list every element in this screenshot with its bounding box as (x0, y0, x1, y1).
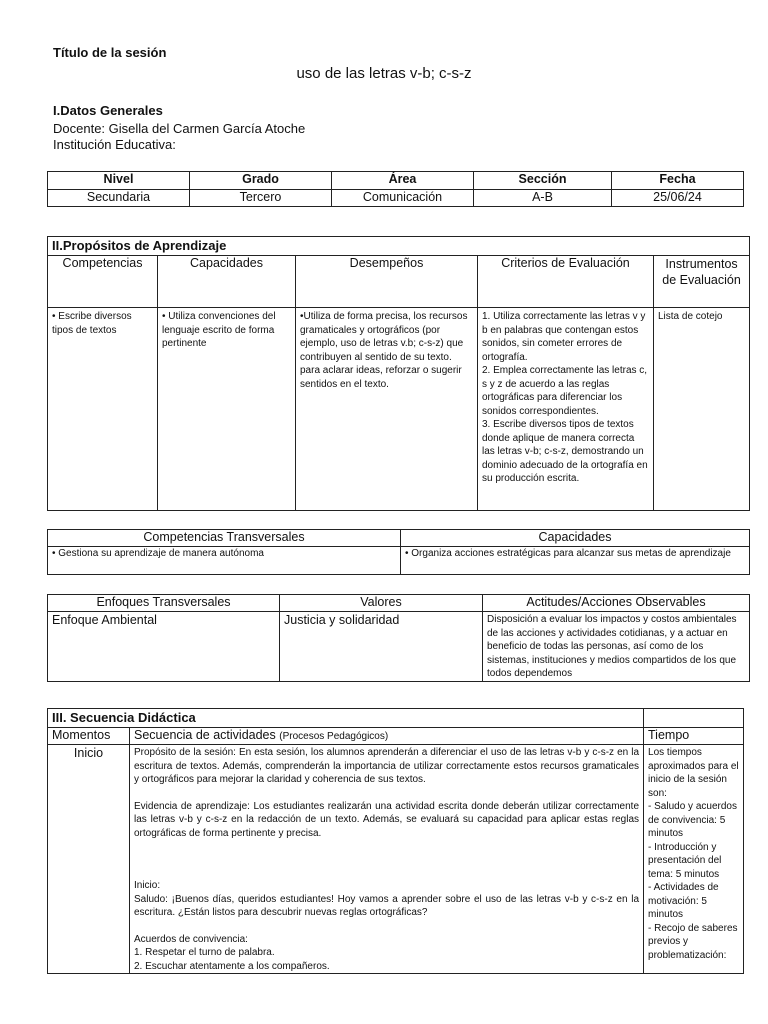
session-purpose: Propósito de la sesión: En esta sesión, los alumnos aprenderán a diferenciar el uso de las letras v-b y c-s-z en la escritura de textos. Además, comprenderán la importancia de utilizar correctamente estos recursos gramaticales y ortográficos para mejorar la claridad y coherencia de sus textos. (134, 747, 640, 785)
purposes-header-desempenos: Desempeños (296, 256, 478, 308)
transversal-header-competencias: Competencias Transversales (48, 530, 401, 547)
info-value-seccion: A-B (474, 190, 612, 207)
teacher-line: Docente: Gisella del Carmen García Atoche (53, 121, 306, 136)
session-title: uso de las letras v-b; c-s-z (296, 65, 472, 82)
info-value-area: Comunicación (332, 190, 474, 207)
activities-header-label: Secuencia de actividades (134, 728, 276, 742)
agreement-item: 2. Escuchar atentamente a los compañeros. (134, 960, 330, 972)
activities-header-note: (Procesos Pedagógicos) (279, 731, 389, 742)
transversal-competence: • Gestiona su aprendizaje de manera autónoma (48, 547, 401, 575)
time-line: - Recojo de saberes previos y problematización: (648, 922, 738, 961)
purposes-header-competencias: Competencias (48, 256, 158, 308)
info-header-seccion: Sección (474, 172, 612, 190)
approaches-table (47, 594, 750, 682)
info-header-grado: Grado (190, 172, 332, 190)
start-label: Inicio: (134, 880, 161, 891)
purposes-criteria (478, 308, 654, 511)
purposes-competence: • Escribe diversos tipos de textos (48, 308, 158, 511)
agreements-label: Acuerdos de convivencia: (134, 933, 248, 945)
time-line: - Saludo y acuerdos de convivencia: 5 minutos (648, 801, 737, 839)
purposes-table (47, 236, 750, 511)
time-line: - Introducción y presentación del tema: 5 minutos (648, 841, 722, 880)
info-value-nivel: Secundaria (48, 190, 190, 207)
sequence-heading: III. Secuencia Didáctica (48, 709, 644, 728)
time-line: - Actividades de motivación: 5 minutos (648, 882, 719, 920)
criteria-item: 1. Utiliza correctamente las letras v y b en palabras que contengan estos sonidos, sin cometer errores de ortografía. (482, 311, 646, 363)
transversal-capacity: • Organiza acciones estratégicas para alcanzar sus metas de aprendizaje (401, 547, 750, 575)
moment-cell: Inicio (48, 745, 130, 974)
criteria-item: 3. Escribe diversos tipos de textos donde aplique de manera correcta las letras v-b; c-s-z, demostrando un dominio adecuado de la ortografía en su producción escrita. (482, 419, 648, 484)
criteria-item: 2. Emplea correctamente las letras c, s y z de acuerdo a las reglas ortográficas para diferenciar los sonidos correspondientes. (482, 365, 648, 417)
time-line: Los tiempos aproximados para el inicio de la sesión son: (648, 747, 739, 799)
sequence-header-tiempo: Tiempo (644, 728, 744, 745)
purposes-instrument: Lista de cotejo (654, 308, 750, 511)
approaches-header-actitudes: Actitudes/Acciones Observables (483, 595, 750, 612)
info-value-grado: Tercero (190, 190, 332, 207)
attitudes-text: Disposición a evaluar los impactos y costos ambientales de las acciones y actividades cotidianas, y a actuar en beneficio de todas las personas, así como de los sistemas, instituciones y medios compartidos de los que todos dependemos (483, 612, 750, 682)
transversal-header-capacidades: Capacidades (401, 530, 750, 547)
agreement-item: 1. Respetar el turno de palabra. (134, 947, 275, 958)
purposes-header-criterios: Criterios de Evaluación (478, 256, 654, 308)
sequence-header-actividades (130, 728, 644, 745)
transversal-table (47, 529, 750, 575)
purposes-header-capacidades: Capacidades (158, 256, 296, 308)
value-text: Justicia y solidaridad (280, 612, 483, 682)
info-table (47, 171, 744, 207)
sequence-heading-spacer (644, 709, 744, 728)
approaches-header-valores: Valores (280, 595, 483, 612)
session-label: Título de la sesión (53, 45, 167, 60)
info-value-fecha: 25/06/24 (612, 190, 744, 207)
general-heading: I.Datos Generales (53, 103, 163, 118)
purposes-performance: •Utiliza de forma precisa, los recursos gramaticales y ortográficos (por ejemplo, uso de letras v.b; c-s-z) que contribuyen al sentido de su texto. para aclarar ideas, reforzar o sugerir sentidos en el texto. (296, 308, 478, 511)
approach-value: Enfoque Ambiental (48, 612, 280, 682)
purposes-heading: II.Propósitos de Aprendizaje (48, 237, 750, 256)
learning-evidence: Evidencia de aprendizaje: Los estudiantes realizarán una actividad escrita donde deberán utilizar correctamente las letras v-b y c-s-z en la redacción de un texto. Además, se evaluará su capacidad para aplicar estas reglas ortográficas de forma pertinente y precisa. (134, 800, 640, 839)
info-header-area: Área (332, 172, 474, 190)
time-cell (644, 745, 744, 974)
sequence-header-momentos: Momentos (48, 728, 130, 745)
info-header-nivel: Nivel (48, 172, 190, 190)
purposes-capacity: • Utiliza convenciones del lenguaje escrito de forma pertinente (158, 308, 296, 511)
activities-cell (130, 745, 644, 974)
approaches-header-enfoques: Enfoques Transversales (48, 595, 280, 612)
greeting-text: Saludo: ¡Buenos días, queridos estudiantes! Hoy vamos a aprender sobre el uso de las letras v-b y c-s-z en la escritura. ¿Están listos para descubrir nuevas reglas ortográficas? (134, 893, 640, 918)
info-header-fecha: Fecha (612, 172, 744, 190)
purposes-header-instrumentos: Instrumentos de Evaluación (654, 256, 750, 308)
institution-line: Institución Educativa: (53, 137, 176, 152)
sequence-table (47, 708, 744, 974)
